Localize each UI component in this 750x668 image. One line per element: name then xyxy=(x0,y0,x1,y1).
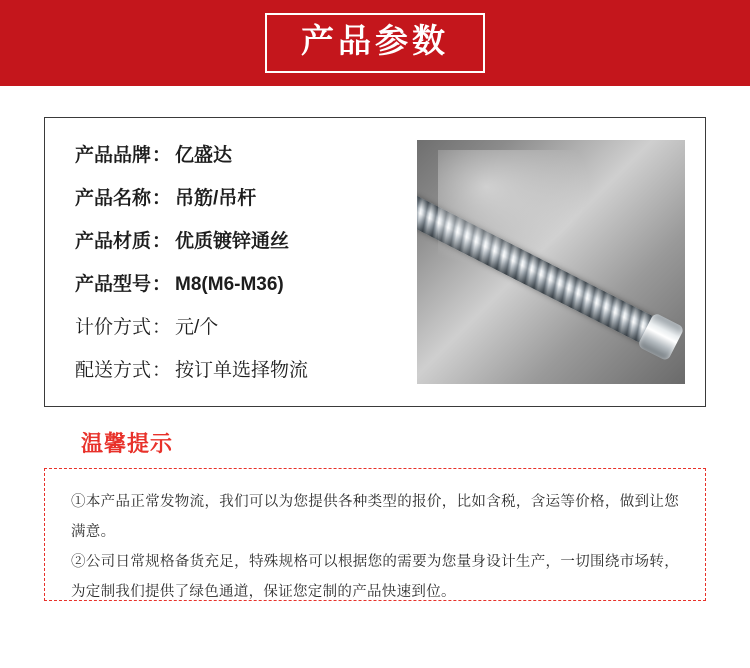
spec-colon: ： xyxy=(152,360,172,381)
spec-label: 产品名称 xyxy=(75,188,152,209)
spec-colon: ： xyxy=(152,317,172,338)
tips-title: 温馨提示 xyxy=(81,431,174,456)
spec-colon: ： xyxy=(152,188,172,209)
spec-value: 元/个 xyxy=(175,317,219,338)
spec-row xyxy=(75,355,417,382)
spec-label: 产品型号 xyxy=(75,274,152,295)
spec-colon: ： xyxy=(152,145,172,166)
spec-row xyxy=(75,140,417,167)
product-image xyxy=(417,140,685,384)
tip-item: ①本产品正常发物流，我们可以为您提供各种类型的报价，比如含税，含运等价格，做到让您满意。 xyxy=(71,494,679,540)
spec-row xyxy=(75,183,417,210)
tip-item: ②公司日常规格备货充足，特殊规格可以根据您的需要为您量身设计生产，一切围绕市场转，为定制我们提供了绿色通道，保证您定制的产品快速到位。 xyxy=(71,554,679,600)
spec-card xyxy=(44,117,706,407)
spec-label: 产品品牌 xyxy=(75,145,152,166)
spec-label: 产品材质 xyxy=(75,231,152,252)
spec-value: 优质镀锌通丝 xyxy=(175,231,290,252)
spec-row xyxy=(75,269,417,296)
spec-value: 吊筋/吊杆 xyxy=(175,188,257,209)
spec-row xyxy=(75,312,417,339)
spec-list xyxy=(45,118,417,406)
spec-row xyxy=(75,226,417,253)
page-title: 产品参数 xyxy=(301,22,449,60)
spec-value: 按订单选择物流 xyxy=(175,360,309,381)
rod-body xyxy=(417,193,679,356)
header-title-frame xyxy=(265,13,485,73)
header-banner xyxy=(0,0,750,86)
tips-box xyxy=(44,468,706,601)
spec-colon: ： xyxy=(152,231,172,252)
spec-value: M8(M6-M36) xyxy=(175,274,284,295)
spec-label: 配送方式 xyxy=(75,360,152,381)
spec-value: 亿盛达 xyxy=(175,145,233,166)
threaded-rod-illustration xyxy=(417,187,682,364)
spec-label: 计价方式 xyxy=(75,317,152,338)
spec-colon: ： xyxy=(152,274,172,295)
